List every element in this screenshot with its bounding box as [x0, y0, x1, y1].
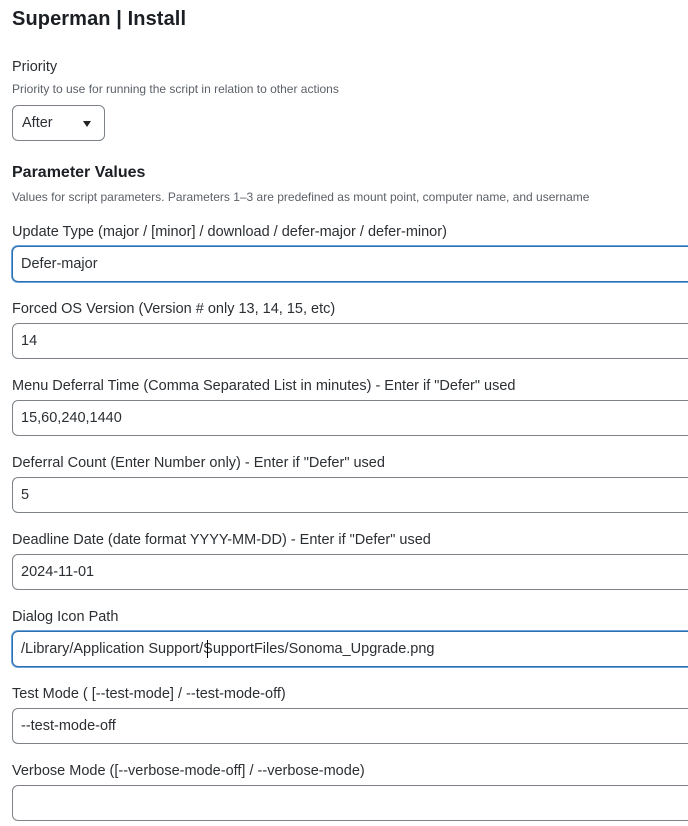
test-mode-label: Test Mode ( [--test-mode] / --test-mode-off) [12, 686, 286, 702]
forced-os-version-label: Forced OS Version (Version # only 13, 14, 15, etc) [12, 301, 336, 317]
text-cursor [207, 640, 208, 658]
priority-select[interactable] [12, 105, 105, 141]
verbose-mode-input[interactable] [12, 785, 688, 821]
deadline-date-input[interactable] [12, 554, 688, 590]
update-type-input[interactable] [12, 246, 688, 282]
forced-os-version-input[interactable] [12, 323, 688, 359]
parameter-values-heading: Parameter Values [12, 164, 146, 181]
priority-description: Priority to use for running the script in relation to other actions [12, 82, 339, 96]
menu-deferral-time-label: Menu Deferral Time (Comma Separated List in minutes) - Enter if "Defer" used [12, 378, 516, 394]
deferral-count-input[interactable] [12, 477, 688, 513]
deferral-count-label: Deferral Count (Enter Number only) - Enter if "Defer" used [12, 455, 385, 471]
test-mode-input[interactable] [12, 708, 688, 744]
page-title: Superman | Install [12, 8, 187, 30]
dialog-icon-path-label: Dialog Icon Path [12, 609, 119, 625]
verbose-mode-label: Verbose Mode ([--verbose-mode-off] / --verbose-mode) [12, 763, 365, 779]
priority-label: Priority [12, 59, 58, 75]
dialog-icon-path-input[interactable] [12, 631, 688, 667]
update-type-label: Update Type (major / [minor] / download / defer-major / defer-minor) [12, 224, 447, 240]
parameter-values-description: Values for script parameters. Parameters 1–3 are predefined as mount point, computer name, and username [12, 190, 590, 204]
chevron-down-icon [83, 121, 91, 127]
deadline-date-label: Deadline Date (date format YYYY-MM-DD) - Enter if "Defer" used [12, 532, 431, 548]
menu-deferral-time-input[interactable] [12, 400, 688, 436]
priority-selected-value: After [22, 115, 53, 131]
